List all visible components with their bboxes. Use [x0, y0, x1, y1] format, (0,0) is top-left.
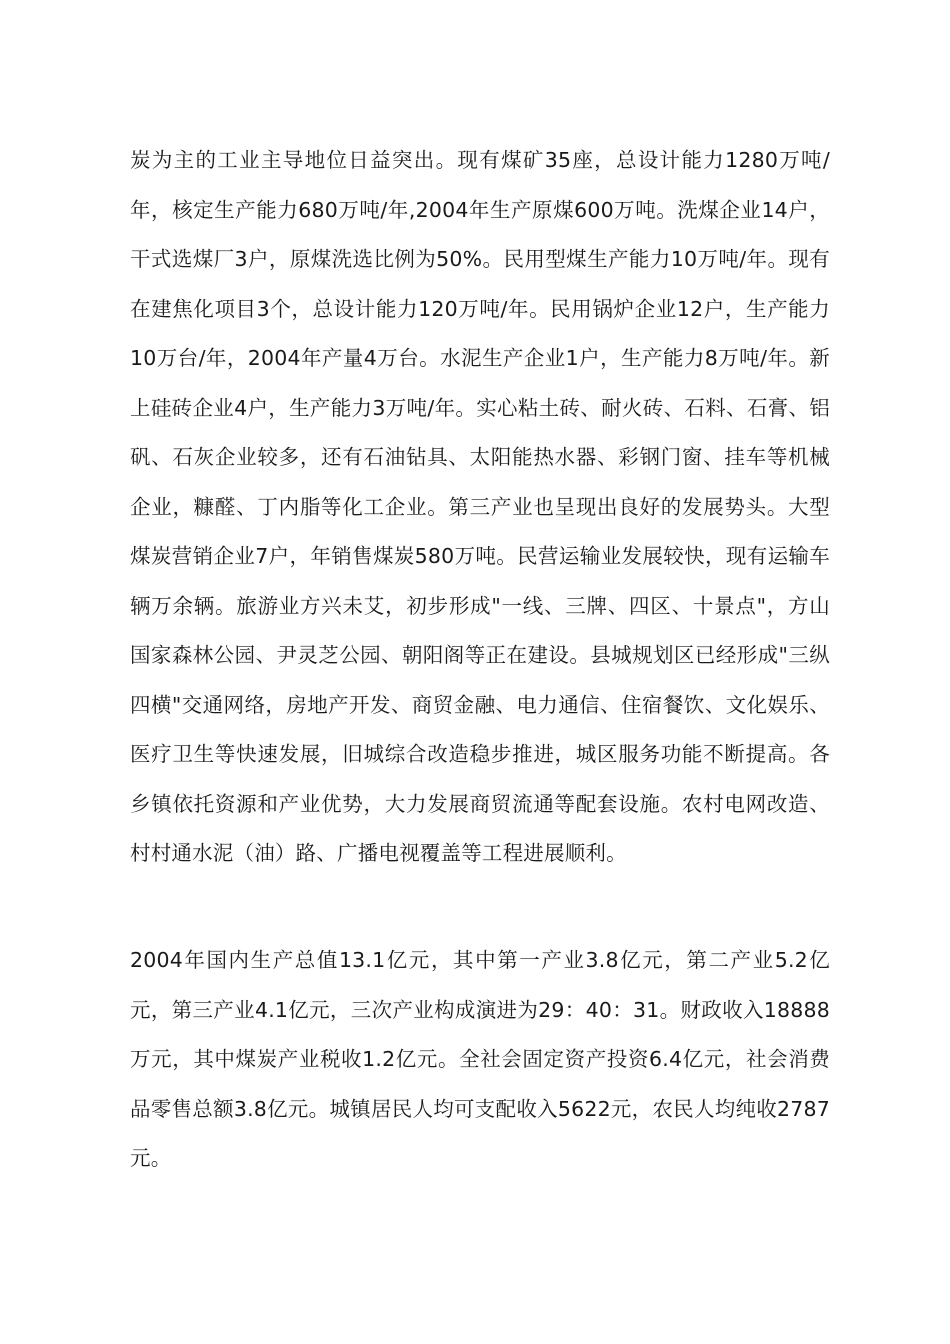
body-paragraph-industry: 炭为主的工业主导地位日益突出。现有煤矿35座，总设计能力1280万吨/年，核定生产能力680万吨/年,2004年生产原煤600万吨。洗煤企业14户，干式选煤厂3户，原煤洗选比例为50%。民用型煤生产能力10万吨/年。现有在建焦化项目3个，总设计能力120万吨/年。民用锅炉企业12户，生产能力10万台/年，2004年产量4万台。水泥生产企业1户，生产能力8万吨/年。新上硅砖企业4户，生产能力3万吨/年。实心粘土砖、耐火砖、石料、石膏、铝矾、石灰企业较多，还有石油钻具、太阳能热水器、彩钢门窗、挂车等机械企业，糠醛、丁内脂等化工企业。第三产业也呈现出良好的发展势头。大型煤炭营销企业7户，年销售煤炭580万吨。民营运输业发展较快，现有运输车辆万余辆。旅游业方兴未艾，初步形成"一线、三牌、四区、十景点"，方山国家森林公园、尹灵芝公园、朝阳阁等正在建设。县城规划区已经形成"三纵四横"交通网络，房地产开发、商贸金融、电力通信、住宿餐饮、文化娱乐、医疗卫生等快速发展，旧城综合改造稳步推进，城区服务功能不断提高。各乡镇依托资源和产业优势，大力发展商贸流通等配套设施。农村电网改造、村村通水泥（油）路、广播电视覆盖等工程进展顺利。	[130, 148, 830, 865]
body-paragraph-economy: 2004年国内生产总值13.1亿元，其中第一产业3.8亿元，第二产业5.2亿元，第三产业4.1亿元，三次产业构成演进为29：40：31。财政收入18888万元，其中煤炭产业税收1.2亿元。全社会固定资产投资6.4亿元，社会消费品零售总额3.8亿元。城镇居民人均可支配收入5622元，农民人均纯收2787元。	[130, 948, 830, 1170]
